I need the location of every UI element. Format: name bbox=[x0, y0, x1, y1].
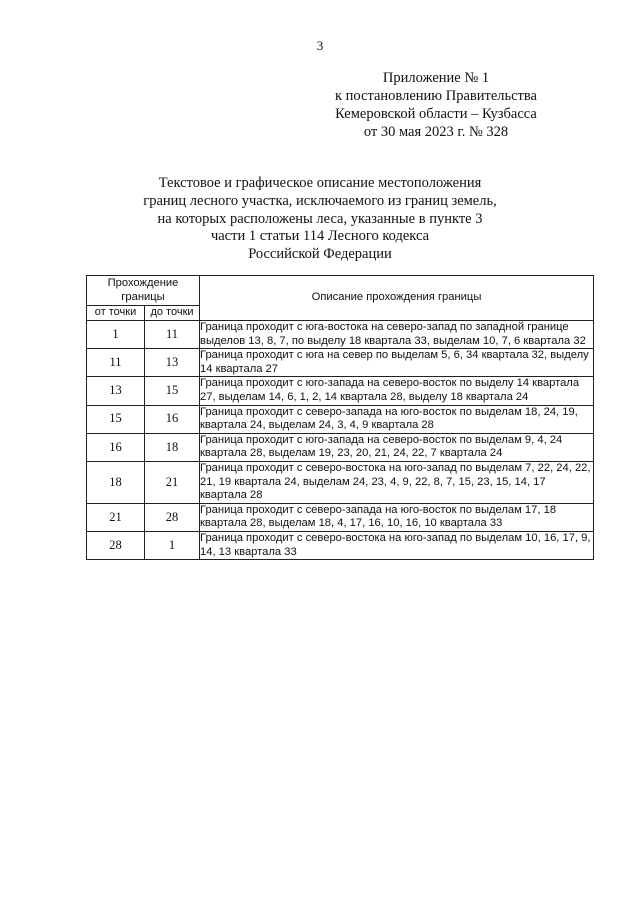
from-point: 13 bbox=[87, 377, 145, 405]
table-row bbox=[87, 349, 594, 377]
document-title bbox=[100, 175, 540, 264]
table-row bbox=[87, 377, 594, 405]
boundary-description: Граница проходит с северо-запада на юго-восток по выделам 18, 24, 19, квартала 24, выделам 24, 3, 4, 9 квартала 28 bbox=[200, 405, 594, 433]
appendix-line-1: Приложение № 1 bbox=[382, 70, 490, 86]
from-point: 15 bbox=[87, 405, 145, 433]
from-point: 11 bbox=[87, 349, 145, 377]
boundary-description: Граница проходит с юго-запада на северо-восток по выделам 9, 4, 24 квартала 28, выделам 19, 23, 20, 21, 24, 22, 7 квартала 24 bbox=[200, 433, 594, 461]
boundary-description: Граница проходит с юго-запада на северо-восток по выделу 14 квартала 27, выделам 14, 6, 1, 2, 14 квартала 28, выделу 18 квартала 24 bbox=[200, 377, 594, 405]
from-point: 1 bbox=[87, 321, 145, 349]
title-line-3: на которых расположены леса, указанные в пункте 3 bbox=[157, 210, 483, 227]
boundary-description: Граница проходит с юга-востока на северо-запад по западной границе выделов 13, 8, 7, по выделу 18 квартала 33, выделам 10, 7, 6 квартала 32 bbox=[200, 321, 594, 349]
page-number: 3 bbox=[316, 38, 324, 53]
boundary-description: Граница проходит с юга на север по выделам 5, 6, 34 квартала 32, выделу 14 квартала 27 bbox=[200, 349, 594, 377]
boundary-table bbox=[86, 275, 594, 560]
to-point: 18 bbox=[145, 433, 200, 461]
to-point: 21 bbox=[145, 461, 200, 503]
table-row bbox=[87, 433, 594, 461]
from-point: 16 bbox=[87, 433, 145, 461]
table-row bbox=[87, 503, 594, 531]
title-line-1: Текстовое и графическое описание местоположения bbox=[158, 175, 482, 191]
table-row bbox=[87, 405, 594, 433]
to-point: 1 bbox=[145, 531, 200, 559]
to-point: 15 bbox=[145, 377, 200, 405]
header-passage: Прохождение границы bbox=[87, 276, 200, 306]
header-description: Описание прохождения границы bbox=[200, 276, 594, 321]
to-point: 16 bbox=[145, 405, 200, 433]
title-line-5: Российской Федерации bbox=[248, 246, 392, 263]
appendix-block bbox=[330, 69, 542, 141]
from-point: 21 bbox=[87, 503, 145, 531]
to-point: 11 bbox=[145, 321, 200, 349]
title-line-2: границ лесного участка, исключаемого из границ земель, bbox=[143, 192, 497, 209]
boundary-description: Граница проходит с северо-запада на юго-восток по выделам 17, 18 квартала 28, выделам 18, 4, 17, 16, 10, 16, 10 квартала 33 bbox=[200, 503, 594, 531]
header-from-point: от точки bbox=[87, 306, 145, 321]
from-point: 18 bbox=[87, 461, 145, 503]
title-line-4: части 1 статьи 114 Лесного кодекса bbox=[210, 228, 430, 245]
table-row bbox=[87, 461, 594, 503]
table-row bbox=[87, 531, 594, 559]
appendix-line-4: от 30 мая 2023 г. № 328 bbox=[363, 124, 509, 140]
appendix-line-2: к постановлению Правительства bbox=[335, 88, 537, 104]
table-row bbox=[87, 321, 594, 349]
from-point: 28 bbox=[87, 531, 145, 559]
header-to-point: до точки bbox=[145, 306, 200, 321]
appendix-line-3: Кемеровской области – Кузбасса bbox=[335, 106, 537, 122]
boundary-description: Граница проходит с северо-востока на юго-запад по выделам 7, 22, 24, 22, 21, 19 квартала 24, выделам 24, 23, 4, 9, 22, 8, 7, 15, 23, 15, 14, 17 квартала 28 bbox=[200, 461, 594, 503]
to-point: 13 bbox=[145, 349, 200, 377]
to-point: 28 bbox=[145, 503, 200, 531]
boundary-description: Граница проходит с северо-востока на юго-запад по выделам 10, 16, 17, 9, 14, 13 квартала 33 bbox=[200, 531, 594, 559]
